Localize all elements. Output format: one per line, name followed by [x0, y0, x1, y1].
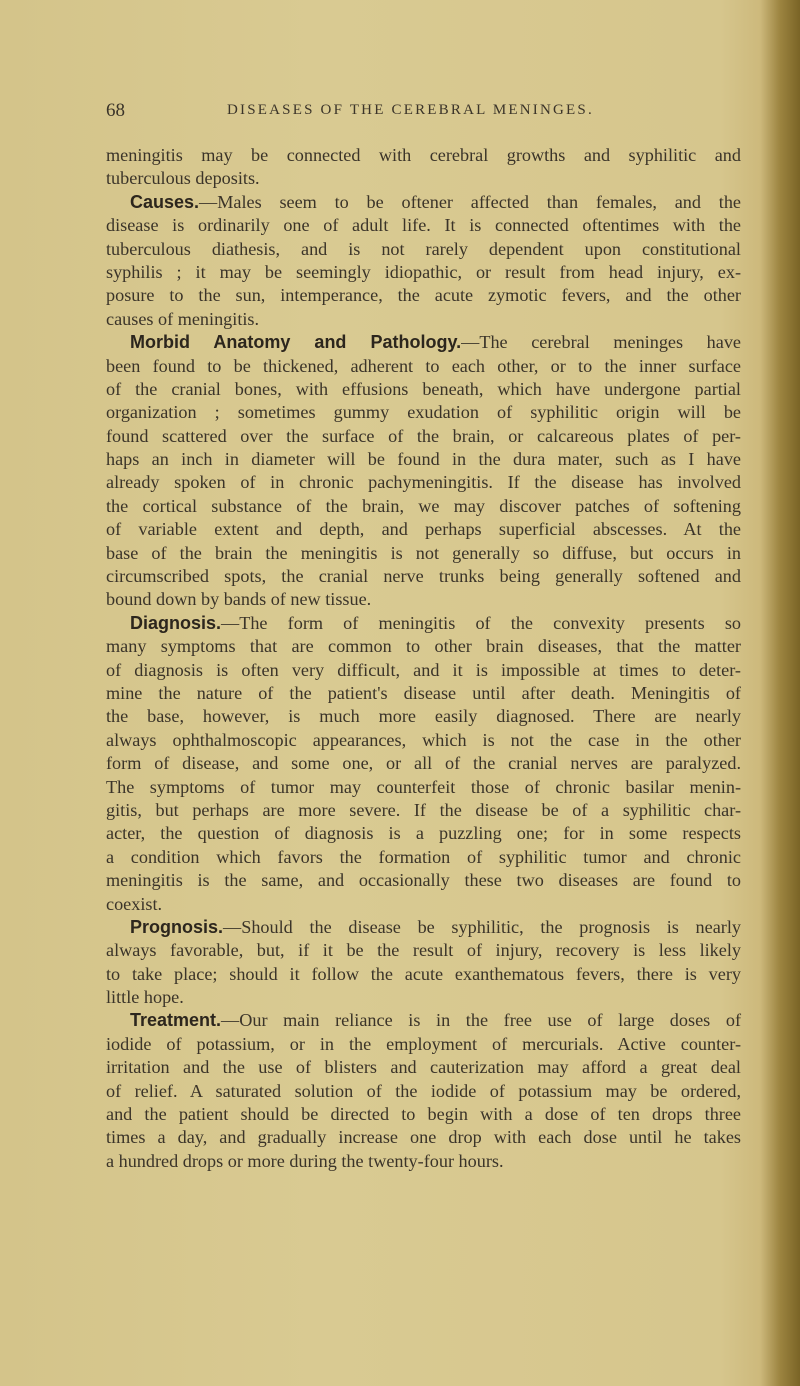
text-line	[106, 308, 741, 331]
section-heading: Morbid Anatomy and Pathology.	[130, 332, 462, 353]
text-line	[106, 1103, 741, 1126]
line-text: —Males seem to be oftener affected than females, and the	[199, 191, 741, 212]
line-text: of relief. A saturated solution of the iodide of potassium may be ordered,	[106, 1080, 741, 1101]
line-text: a hundred drops or more during the twenty-four hours.	[106, 1150, 504, 1171]
line-text: iodide of potassium, or in the employment of mercurials. Active counter-	[106, 1033, 741, 1054]
line-text: of diagnosis is often very difficult, and it is impossible at times to deter-	[106, 659, 741, 680]
text-line	[106, 893, 741, 916]
section-heading: Treatment.	[130, 1010, 222, 1031]
line-text: tuberculous diathesis, and is not rarely dependent upon constitutional	[106, 238, 741, 259]
text-line	[106, 822, 741, 845]
text-line	[106, 776, 741, 799]
text-line	[106, 425, 741, 448]
text-line	[106, 916, 741, 939]
line-text: haps an inch in diameter will be found in the dura mater, such as I have	[106, 449, 741, 470]
text-line	[106, 1080, 741, 1103]
line-text: times a day, and gradually increase one drop with each dose until he takes	[106, 1127, 741, 1148]
text-line	[106, 518, 741, 541]
page-body	[106, 144, 741, 1173]
running-title: DISEASES OF THE CEREBRAL MENINGES.	[227, 102, 594, 118]
line-text: been found to be thickened, adherent to each other, or to the inner surface	[106, 355, 741, 376]
text-line	[106, 1126, 741, 1149]
text-line	[106, 378, 741, 401]
text-line	[106, 542, 741, 565]
text-line	[106, 191, 741, 214]
line-text: meningitis is the same, and occasionally these two diseases are found to	[106, 870, 741, 891]
text-line	[106, 869, 741, 892]
line-text: organization ; sometimes gummy exudation of syphilitic origin will be	[106, 402, 741, 423]
text-line	[106, 1009, 741, 1032]
line-text: syphilis ; it may be seemingly idiopathic, or result from head injury, ex-	[106, 261, 741, 282]
line-text: base of the brain the meningitis is not generally so diffuse, but occurs in	[106, 542, 741, 563]
paragraph	[106, 191, 741, 331]
line-text: —The cerebral meninges have	[461, 332, 741, 353]
text-line	[106, 1150, 741, 1173]
line-text: gitis, but perhaps are more severe. If the disease be of a syphilitic char-	[106, 799, 741, 820]
line-text: the base, however, is much more easily diagnosed. There are nearly	[106, 706, 741, 727]
line-text: irritation and the use of blisters and cauterization may afford a great deal	[106, 1057, 741, 1078]
line-text: The symptoms of tumor may counterfeit those of chronic basilar menin-	[106, 776, 741, 797]
line-text: many symptoms that are common to other brain diseases, that the matter	[106, 636, 741, 657]
text-line	[106, 752, 741, 775]
text-line	[106, 729, 741, 752]
text-line	[106, 284, 741, 307]
line-text: always favorable, but, if it be the result of injury, recovery is less likely	[106, 940, 741, 961]
line-text: —Our main reliance is in the free use of large doses of	[221, 1010, 741, 1031]
line-text: little hope.	[106, 987, 184, 1008]
paragraph	[106, 144, 741, 191]
text-line	[106, 471, 741, 494]
text-line	[106, 331, 741, 354]
line-text: a condition which favors the formation of syphilitic tumor and chronic	[106, 846, 741, 867]
text-line	[106, 401, 741, 424]
text-line	[106, 588, 741, 611]
text-line	[106, 214, 741, 237]
text-line	[106, 963, 741, 986]
text-line	[106, 635, 741, 658]
text-line	[106, 612, 741, 635]
line-text: coexist.	[106, 893, 163, 914]
text-line	[106, 261, 741, 284]
text-line	[106, 565, 741, 588]
line-text: to take place; should it follow the acute exanthematous fevers, there is very	[106, 963, 741, 984]
text-line	[106, 682, 741, 705]
paragraph	[106, 612, 741, 916]
line-text: already spoken of in chronic pachymeningitis. If the disease has involved	[106, 472, 741, 493]
text-line	[106, 939, 741, 962]
line-text: meningitis may be connected with cerebral growths and syphilitic and	[106, 145, 741, 165]
line-text: tuberculous deposits.	[106, 168, 260, 189]
line-text: of variable extent and depth, and perhaps superficial abscesses. At the	[106, 519, 741, 540]
line-text: disease is ordinarily one of adult life. It is connected oftentimes with the	[106, 215, 741, 236]
line-text: the cortical substance of the brain, we may discover patches of softening	[106, 495, 741, 516]
text-line	[106, 167, 741, 190]
text-line	[106, 986, 741, 1009]
text-line	[106, 705, 741, 728]
paragraph	[106, 331, 741, 612]
line-text: bound down by bands of new tissue.	[106, 589, 372, 610]
text-line	[106, 355, 741, 378]
line-text: and the patient should be directed to begin with a dose of ten drops three	[106, 1104, 741, 1125]
line-text: —Should the disease be syphilitic, the prognosis is nearly	[223, 916, 741, 937]
line-text: always ophthalmoscopic appearances, which is not the case in the other	[106, 729, 741, 750]
text-line	[106, 495, 741, 518]
line-text: —The form of meningitis of the convexity presents so	[221, 612, 741, 633]
line-text: posure to the sun, intemperance, the acute zymotic fevers, and the other	[106, 285, 741, 306]
line-text: of the cranial bones, with effusions beneath, which have undergone partial	[106, 378, 741, 399]
paragraph	[106, 1009, 741, 1173]
line-text: circumscribed spots, the cranial nerve trunks being generally softened and	[106, 566, 741, 587]
text-line	[106, 1033, 741, 1056]
line-text: mine the nature of the patient's disease until after death. Meningitis of	[106, 682, 741, 703]
line-text: form of disease, and some one, or all of the cranial nerves are paralyzed.	[106, 753, 741, 774]
section-heading: Causes.	[130, 191, 200, 212]
text-line	[106, 846, 741, 869]
page-number: 68	[106, 100, 125, 121]
paragraph	[106, 916, 741, 1010]
text-line	[106, 448, 741, 471]
text-line	[106, 659, 741, 682]
text-line	[106, 144, 741, 167]
text-line	[106, 799, 741, 822]
section-heading: Prognosis.	[130, 916, 224, 937]
section-heading: Diagnosis.	[130, 612, 222, 633]
text-line	[106, 1056, 741, 1079]
text-line	[106, 238, 741, 261]
line-text: found scattered over the surface of the brain, or calcareous plates of per-	[106, 425, 741, 446]
page-header	[106, 100, 741, 126]
line-text: acter, the question of diagnosis is a puzzling one; for in some respects	[106, 823, 741, 844]
line-text: causes of meningitis.	[106, 308, 260, 329]
